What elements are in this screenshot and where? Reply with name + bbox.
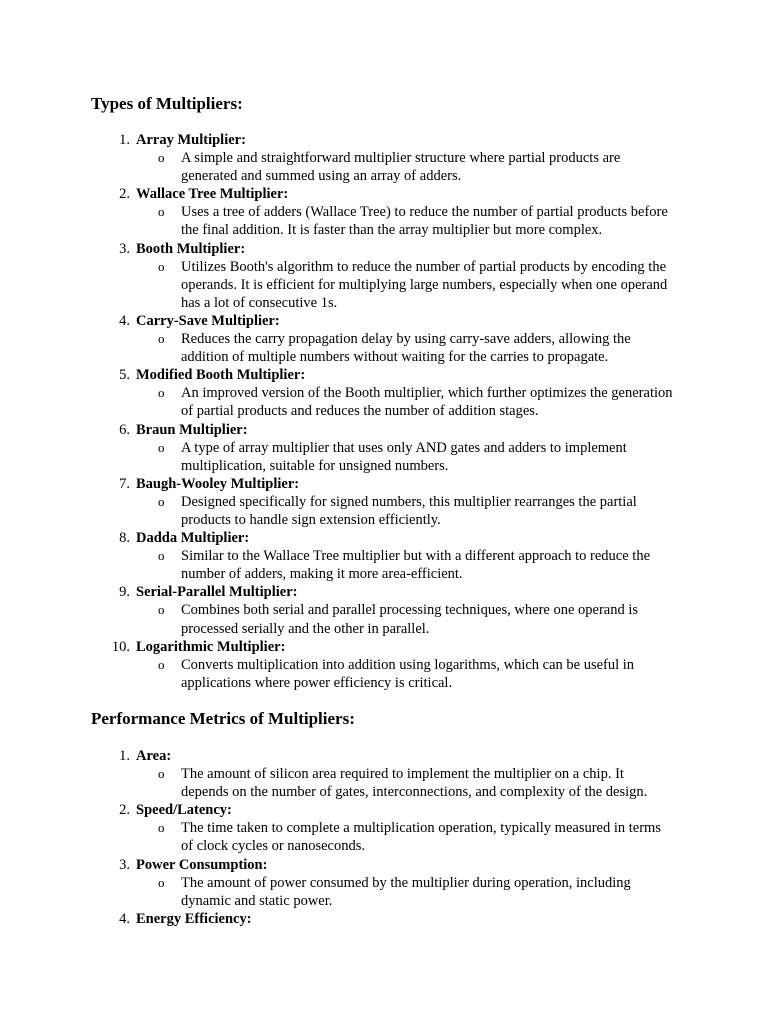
- item-number: 1.: [119, 748, 130, 764]
- item-title: Serial-Parallel Multiplier:: [136, 584, 298, 601]
- bullet-marker: o: [158, 204, 165, 220]
- item-title: Booth Multiplier:: [136, 240, 246, 257]
- sub-list: [0, 439, 768, 475]
- item-number: 2.: [119, 802, 130, 819]
- item-description: Reduces the carry propagation delay by using carry-save adders, allowing the addition of multiple numbers without waiting for the carries to propagate.: [181, 331, 631, 366]
- item-title: Modified Booth Multiplier:: [136, 367, 306, 384]
- item-number: 1.: [119, 132, 130, 148]
- sub-list: [0, 330, 768, 366]
- item-description: The time taken to complete a multiplication operation, typically measured in terms of clock cycles or nanoseconds.: [181, 820, 661, 855]
- item-number: 10.: [111, 638, 130, 655]
- item-number: 7.: [119, 475, 130, 492]
- sub-list: [0, 384, 768, 420]
- bullet-marker: o: [158, 602, 165, 618]
- item-number: 2.: [119, 186, 130, 203]
- list-item: [0, 856, 768, 910]
- sub-list: [0, 547, 768, 583]
- sub-list-item: [0, 149, 768, 185]
- item-description: Similar to the Wallace Tree multiplier but with a different approach to reduce the number of adders, making it more area-efficient.: [181, 548, 651, 583]
- item-title: Logarithmic Multiplier:: [136, 638, 286, 655]
- list-item: [0, 801, 768, 855]
- sub-list-item: [0, 330, 768, 366]
- sub-list: [0, 258, 768, 312]
- sub-list: [0, 601, 768, 637]
- sub-list: [0, 203, 768, 239]
- item-description: Combines both serial and parallel processing techniques, where one operand is processed serially and the other in parallel.: [181, 602, 639, 637]
- item-description: A type of array multiplier that uses only AND gates and adders to implement multiplication, suitable for unsigned numbers.: [181, 439, 627, 474]
- item-title: Carry-Save Multiplier:: [136, 312, 280, 329]
- bullet-marker: o: [158, 874, 165, 890]
- sub-list: [0, 493, 768, 529]
- bullet-marker: o: [158, 385, 165, 401]
- sub-list: [0, 819, 768, 855]
- sub-list-item: [0, 765, 768, 801]
- section-heading-types: Types of Multipliers:: [91, 94, 243, 113]
- metrics-list: [0, 747, 768, 928]
- item-number: 3.: [119, 856, 130, 873]
- item-title: Braun Multiplier:: [136, 421, 248, 438]
- list-item: [0, 910, 768, 928]
- sub-list-item: [0, 258, 768, 312]
- list-item: [0, 583, 768, 637]
- item-description: The amount of power consumed by the multiplier during operation, including dynamic and static power.: [181, 874, 631, 909]
- sub-list-item: [0, 493, 768, 529]
- list-item: [0, 312, 768, 366]
- item-description: The amount of silicon area required to implement the multiplier on a chip. It depends on the number of gates, interconnections, and complexity of the design.: [181, 766, 648, 801]
- bullet-marker: o: [158, 548, 165, 564]
- list-item: [0, 529, 768, 583]
- bullet-marker: o: [158, 150, 165, 166]
- item-number: 9.: [119, 584, 130, 601]
- types-list: [0, 131, 768, 692]
- item-title: Dadda Multiplier:: [136, 530, 250, 547]
- list-item: [0, 185, 768, 239]
- bullet-marker: o: [158, 766, 165, 782]
- sub-list-item: [0, 656, 768, 692]
- item-title: Area:: [136, 748, 172, 764]
- item-number: 5.: [119, 367, 130, 384]
- sub-list: [0, 656, 768, 692]
- item-number: 3.: [119, 240, 130, 257]
- item-description: A simple and straightforward multiplier structure where partial products are generated and summed using an array of adders.: [181, 150, 621, 185]
- bullet-marker: o: [158, 439, 165, 455]
- bullet-marker: o: [158, 331, 165, 347]
- section-heading-metrics: Performance Metrics of Multipliers:: [91, 709, 355, 728]
- item-title: Speed/Latency:: [136, 802, 232, 819]
- item-title: Power Consumption:: [136, 856, 268, 873]
- item-description: Utilizes Booth's algorithm to reduce the number of partial products by encoding the operands. It is efficient for multiplying large numbers, especially when one operand has a lot of consecutive 1s.: [181, 258, 668, 311]
- sub-list-item: [0, 203, 768, 239]
- item-title: Array Multiplier:: [136, 132, 246, 148]
- bullet-marker: o: [158, 258, 165, 274]
- list-item: [0, 366, 768, 420]
- list-item: [0, 638, 768, 692]
- list-item: [0, 131, 768, 185]
- sub-list: [0, 874, 768, 910]
- item-description: An improved version of the Booth multiplier, which further optimizes the generation of partial products and reduces the number of addition stages.: [181, 385, 673, 420]
- list-item: [0, 747, 768, 801]
- item-number: 6.: [119, 421, 130, 438]
- sub-list-item: [0, 819, 768, 855]
- sub-list-item: [0, 874, 768, 910]
- sub-list-item: [0, 547, 768, 583]
- bullet-marker: o: [158, 656, 165, 672]
- bullet-marker: o: [158, 820, 165, 836]
- list-item: [0, 475, 768, 529]
- item-title: Wallace Tree Multiplier:: [136, 186, 289, 203]
- sub-list-item: [0, 439, 768, 475]
- item-number: 4.: [119, 910, 130, 927]
- item-description: Uses a tree of adders (Wallace Tree) to reduce the number of partial products before the final addition. It is faster than the array multiplier but more complex.: [181, 204, 668, 239]
- item-title: Energy Efficiency:: [136, 910, 252, 927]
- item-number: 4.: [119, 312, 130, 329]
- list-item: [0, 240, 768, 312]
- bullet-marker: o: [158, 493, 165, 509]
- item-description: Converts multiplication into addition using logarithms, which can be useful in applications where power efficiency is critical.: [181, 656, 635, 691]
- item-description: Designed specifically for signed numbers, this multiplier rearranges the partial products to handle sign extension efficiently.: [181, 493, 637, 528]
- sub-list-item: [0, 601, 768, 637]
- item-number: 8.: [119, 530, 130, 547]
- sub-list-item: [0, 384, 768, 420]
- sub-list: [0, 765, 768, 801]
- sub-list: [0, 149, 768, 185]
- item-title: Baugh-Wooley Multiplier:: [136, 475, 300, 492]
- list-item: [0, 421, 768, 475]
